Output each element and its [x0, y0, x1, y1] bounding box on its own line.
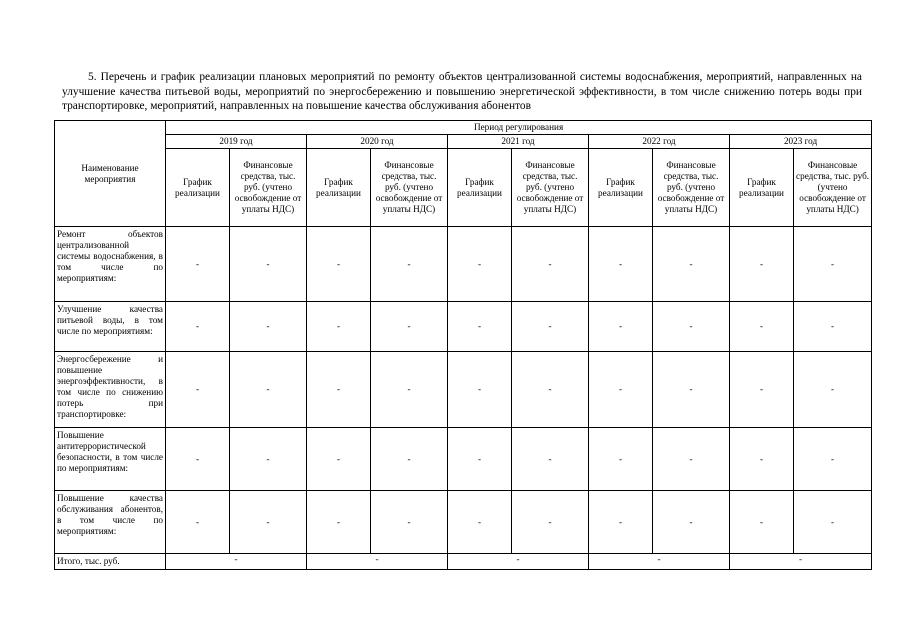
finance-header-2020: Финансовые средства, тыс. руб. (учтено освобождение от уплаты НДС)	[371, 149, 448, 227]
period-header: Период регулирования	[166, 121, 872, 135]
table-cell: -	[653, 302, 730, 352]
table-cell: -	[307, 491, 371, 554]
table-cell: -	[230, 428, 307, 491]
year-header-2022: 2022 год	[589, 135, 730, 149]
table-cell: -	[589, 491, 653, 554]
schedule-header-2022: График реализации	[589, 149, 653, 227]
table-cell: -	[371, 227, 448, 302]
schedule-header-2023: График реализации	[730, 149, 794, 227]
table-cell: -	[230, 227, 307, 302]
table-cell: -	[371, 302, 448, 352]
table-cell: -	[589, 428, 653, 491]
schedule-header-2019: График реализации	[166, 149, 230, 227]
row-name: Энергосбережение и повышение энергоэффективности, в том числе по снижению потерь при транспортировке:	[55, 352, 166, 428]
table-cell: -	[512, 428, 589, 491]
table-cell: -	[371, 428, 448, 491]
year-header-2020: 2020 год	[307, 135, 448, 149]
table-cell: -	[166, 227, 230, 302]
table-cell: -	[512, 491, 589, 554]
row-name: Повышение качества обслуживания абонентов, в том числе по мероприятиям:	[55, 491, 166, 554]
name-column-header: Наименование мероприятия	[55, 121, 166, 227]
table-cell: -	[653, 491, 730, 554]
total-row	[55, 554, 872, 570]
total-cell-2021: -	[448, 554, 589, 570]
table-cell: -	[512, 227, 589, 302]
table-cell: -	[307, 227, 371, 302]
table-cell: -	[794, 352, 872, 428]
table-cell: -	[307, 352, 371, 428]
row-name: Ремонт объектов централизованной системы водоснабжения, в том числе по мероприятиям:	[55, 227, 166, 302]
table-cell: -	[589, 302, 653, 352]
total-label: Итого, тыс. руб.	[55, 554, 166, 570]
table-cell: -	[794, 491, 872, 554]
schedule-header-2021: График реализации	[448, 149, 512, 227]
table-row	[55, 428, 872, 491]
year-header-2021: 2021 год	[448, 135, 589, 149]
table-row	[55, 302, 872, 352]
table-cell: -	[794, 428, 872, 491]
table-cell: -	[653, 227, 730, 302]
table-cell: -	[307, 428, 371, 491]
table-cell: -	[794, 227, 872, 302]
table-cell: -	[730, 227, 794, 302]
finance-header-2019: Финансовые средства, тыс. руб. (учтено освобождение от уплаты НДС)	[230, 149, 307, 227]
total-cell-2022: -	[589, 554, 730, 570]
plan-table	[54, 120, 872, 570]
header-row-columns	[55, 149, 872, 227]
section-heading	[62, 70, 862, 114]
header-row-years	[55, 135, 872, 149]
table-cell: -	[371, 352, 448, 428]
table-cell: -	[589, 352, 653, 428]
table-cell: -	[448, 428, 512, 491]
table-cell: -	[166, 302, 230, 352]
table-cell: -	[230, 302, 307, 352]
total-cell-2020: -	[307, 554, 448, 570]
table-cell: -	[512, 302, 589, 352]
table-cell: -	[307, 302, 371, 352]
total-cell-2023: -	[730, 554, 872, 570]
total-cell-2019: -	[166, 554, 307, 570]
header-row-period	[55, 121, 872, 135]
table-cell: -	[166, 352, 230, 428]
table-cell: -	[448, 302, 512, 352]
table-cell: -	[448, 491, 512, 554]
table-cell: -	[230, 352, 307, 428]
table-cell: -	[653, 352, 730, 428]
year-header-2019: 2019 год	[166, 135, 307, 149]
table-cell: -	[653, 428, 730, 491]
finance-header-2021: Финансовые средства, тыс. руб. (учтено освобождение от уплаты НДС)	[512, 149, 589, 227]
table-cell: -	[512, 352, 589, 428]
table-row	[55, 227, 872, 302]
table-row	[55, 352, 872, 428]
finance-header-2023: Финансовые средства, тыс. руб. (учтено освобождение от уплаты НДС)	[794, 149, 872, 227]
table-cell: -	[448, 227, 512, 302]
year-header-2023: 2023 год	[730, 135, 872, 149]
table-cell: -	[230, 491, 307, 554]
row-name: Повышение антитеррористической безопасности, в том числе по мероприятиям:	[55, 428, 166, 491]
table-cell: -	[730, 491, 794, 554]
schedule-header-2020: График реализации	[307, 149, 371, 227]
table-cell: -	[166, 428, 230, 491]
table-row	[55, 491, 872, 554]
finance-header-2022: Финансовые средства, тыс. руб. (учтено освобождение от уплаты НДС)	[653, 149, 730, 227]
table-cell: -	[730, 428, 794, 491]
table-cell: -	[730, 352, 794, 428]
table-cell: -	[589, 227, 653, 302]
table-cell: -	[794, 302, 872, 352]
table-cell: -	[730, 302, 794, 352]
section-heading-text: 5. Перечень и график реализации плановых мероприятий по ремонту объектов централизованной системы водоснабжения, мероприятий, направленных на улучшение качества питьевой воды, мероприятий по энергосбережению и повышению энергетической эффективности, в том числе снижению потерь воды при транспортировке, мероприятий, направленных на повышение качества обслуживания абонентов	[62, 71, 862, 112]
row-name: Улучшение качества питьевой воды, в том числе по мероприятиям:	[55, 302, 166, 352]
table-cell: -	[371, 491, 448, 554]
table-cell: -	[166, 491, 230, 554]
table-cell: -	[448, 352, 512, 428]
